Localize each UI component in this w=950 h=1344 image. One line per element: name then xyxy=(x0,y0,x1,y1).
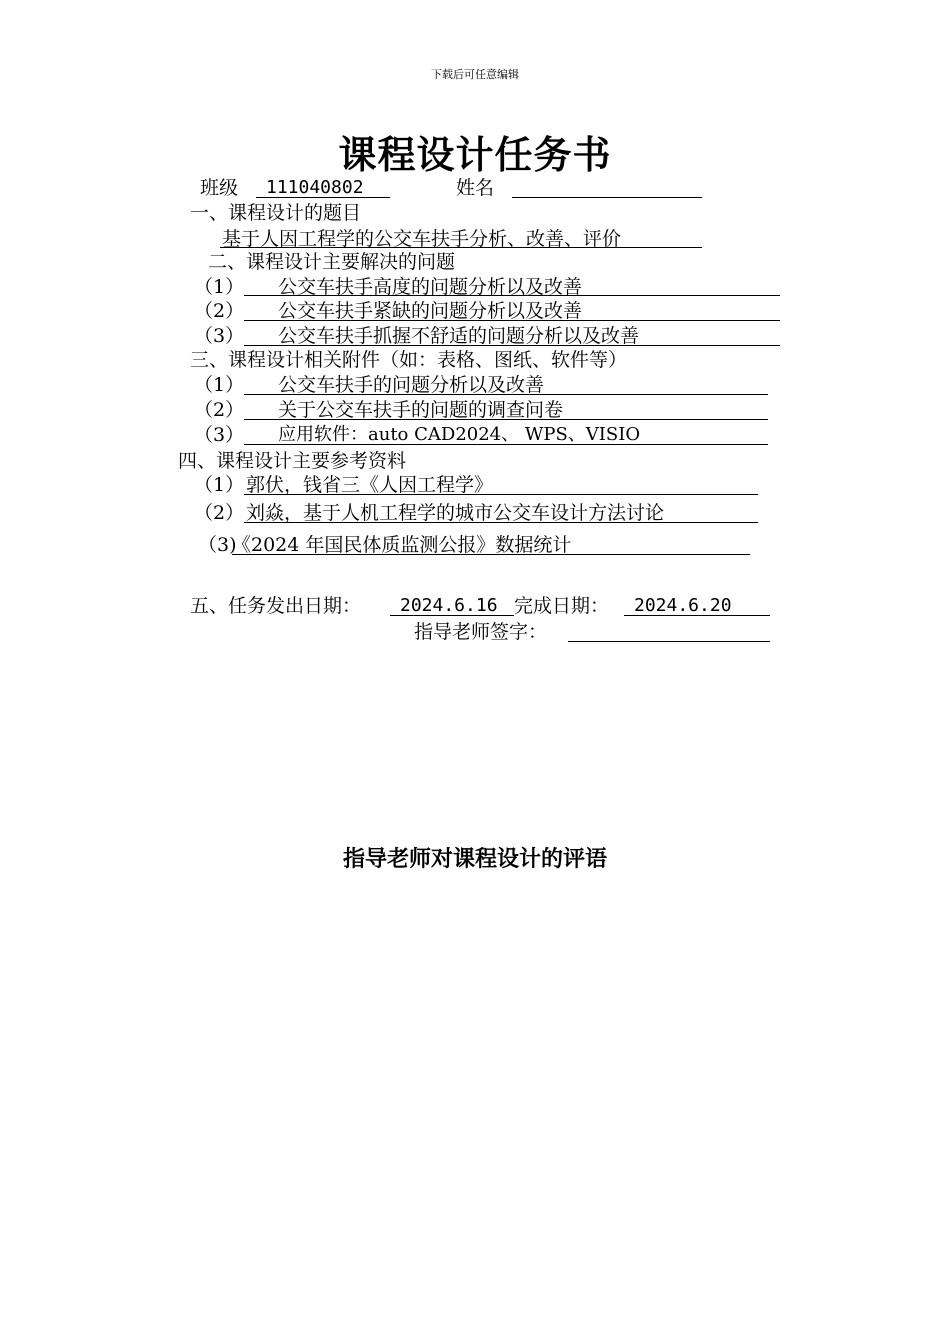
section2-item-1-underline xyxy=(244,295,780,296)
issue-date: 2024.6.16 xyxy=(400,595,498,616)
section3-item-3-num: （3） xyxy=(194,424,245,446)
section4-item-3-text: 《2024 年国民体质监测公报》数据统计 xyxy=(232,534,572,556)
section2-item-2-num: （2） xyxy=(194,300,245,322)
section2-item-2-text: 公交车扶手紧缺的问题分析以及改善 xyxy=(278,300,583,322)
comment-title: 指导老师对课程设计的评语 xyxy=(342,847,607,872)
section3-item-2-num: （2） xyxy=(194,399,245,421)
section3-item-3-underline xyxy=(244,444,768,445)
section2-item-3-underline xyxy=(244,345,780,346)
section2-item-1-text: 公交车扶手高度的问题分析以及改善 xyxy=(278,276,583,298)
section3-item-2-text: 关于公交车扶手的问题的调查问卷 xyxy=(278,399,564,421)
section1-topic-underline xyxy=(220,247,702,248)
section4-item-1-text: 郭伏，钱省三《人因工程学》 xyxy=(246,474,494,496)
section2-item-3-num: （3） xyxy=(194,325,245,347)
section4-heading: 四、课程设计主要参考资料 xyxy=(178,450,407,472)
section1-heading: 一、课程设计的题目 xyxy=(190,202,362,224)
section3-item-1-underline xyxy=(244,394,768,395)
section3-item-1-text: 公交车扶手的问题分析以及改善 xyxy=(278,374,545,396)
section1-topic: 基于人因工程学的公交车扶手分析、改善、评价 xyxy=(222,228,622,250)
class-value: 111040802 xyxy=(266,177,364,198)
header-note: 下载后可任意编辑 xyxy=(431,68,519,81)
section2-item-3-text: 公交车扶手抓握不舒适的问题分析以及改善 xyxy=(278,325,640,347)
section4-item-2-text: 刘焱，基于人机工程学的城市公交车设计方法讨论 xyxy=(246,502,665,524)
section4-item-3-underline xyxy=(232,554,750,555)
section2-item-2-underline xyxy=(244,320,780,321)
class-underline xyxy=(256,197,390,198)
issue-date-underline xyxy=(390,615,514,616)
complete-label: 完成日期： xyxy=(514,595,610,617)
signature-underline xyxy=(568,641,770,642)
complete-date: 2024.6.20 xyxy=(634,595,732,616)
section3-item-1-num: （1） xyxy=(194,374,245,396)
section3-heading: 三、课程设计相关附件（如：表格、图纸、软件等） xyxy=(190,349,628,371)
signature-label: 指导老师签字： xyxy=(414,621,548,643)
page-title: 课程设计任务书 xyxy=(338,132,612,177)
complete-date-underline xyxy=(624,615,770,616)
name-underline xyxy=(512,197,702,198)
section3-item-2-underline xyxy=(244,419,768,420)
section3-item-3-text: 应用软件：auto CAD2024、 WPS、VISIO xyxy=(278,424,641,445)
section4-item-3-num: （3) xyxy=(198,534,237,556)
class-label: 班级 xyxy=(200,177,239,199)
section2-heading: 二、课程设计主要解决的问题 xyxy=(208,251,456,273)
name-label: 姓名 xyxy=(456,177,495,199)
section4-item-2-num: （2） xyxy=(194,502,245,524)
section4-item-1-underline xyxy=(244,494,758,495)
section2-item-1-num: （1） xyxy=(194,276,245,298)
section4-item-1-num: （1） xyxy=(194,474,245,496)
section5-heading: 五、任务发出日期： xyxy=(190,595,362,617)
section4-item-2-underline xyxy=(244,522,758,523)
